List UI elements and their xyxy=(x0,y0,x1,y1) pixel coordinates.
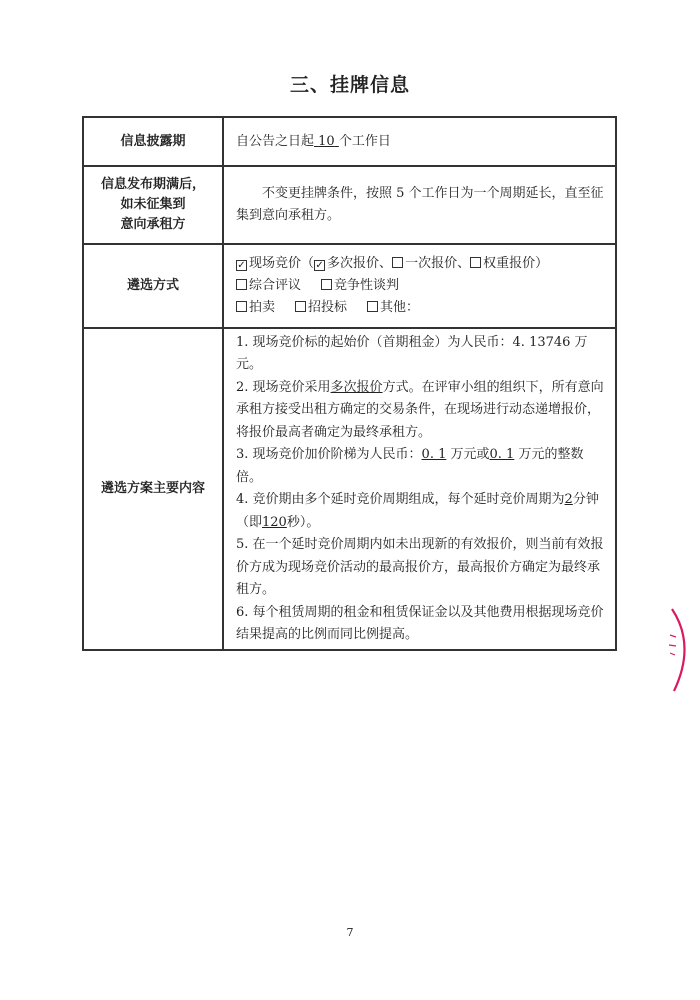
expiry-text: 不变更挂牌条件，按照 5 个工作日为一个周期延长，直至征集到意向承租方。 xyxy=(236,186,604,223)
option-comprehensive-review[interactable]: 综合评议 xyxy=(236,275,301,297)
listing-info-table xyxy=(82,116,617,651)
plan-item-3: 3. 现场竞价加价阶梯为人民币：0. 1 万元或0. 1 万元的整数倍。 xyxy=(236,447,584,485)
disclosure-days: 10 xyxy=(318,133,335,149)
method-line-2 xyxy=(236,275,605,297)
disclosure-value xyxy=(223,117,616,166)
plan-item-2: 2. 现场竞价采用多次报价方式。在评审小组的组织下，所有意向承租方接受出租方确定的交易条件，在现场进行动态递增报价，将报价最高者确定为最终承租方。 xyxy=(236,379,604,440)
checkbox-icon[interactable] xyxy=(470,257,481,268)
option-tender[interactable]: 招投标 xyxy=(295,297,347,319)
option-weighted-quote[interactable]: 权重报价） xyxy=(470,253,548,275)
option-multiple-quotes[interactable]: ✓ 多次报价、 xyxy=(315,256,393,271)
table-row-disclosure xyxy=(83,117,616,166)
option-competitive-negotiation[interactable]: 竞争性谈判 xyxy=(321,275,399,297)
plan-item-6: 6. 每个租赁周期的租金和租赁保证金以及其他费用根据现场竞价结果提高的比例而同比例提高。 xyxy=(236,604,604,642)
disclosure-prefix: 自公告之日起 xyxy=(236,133,315,149)
table-row-method xyxy=(83,244,616,328)
option-auction[interactable]: 拍卖 xyxy=(236,297,275,319)
page-number: 7 xyxy=(346,926,354,939)
plan-label: 遴选方案主要内容 xyxy=(83,328,223,650)
page-title: 三、挂牌信息 xyxy=(289,74,410,96)
disclosure-label: 信息披露期 xyxy=(83,117,223,166)
option-onsite-bidding[interactable]: ✓ 现场竞价（ xyxy=(237,256,315,271)
plan-content xyxy=(223,328,616,650)
plan-item-5: 5. 在一个延时竞价周期内如未出现新的有效报价，则当前有效报价方成为现场竞价活动的最高报价方，最高报价方确定为最终承租方。 xyxy=(236,537,604,597)
option-single-quote[interactable]: 一次报价、 xyxy=(392,253,470,275)
option-other[interactable]: 其他： xyxy=(367,297,419,319)
checkbox-icon[interactable] xyxy=(295,301,306,312)
expiry-label-line-3: 意向承租方 xyxy=(120,217,186,232)
expiry-label-line-1: 信息发布期满后， xyxy=(100,177,205,192)
checkbox-icon[interactable] xyxy=(236,301,247,312)
checkbox-icon[interactable] xyxy=(321,279,332,290)
expiry-label-line-2: 如未征集到 xyxy=(120,197,186,212)
checkbox-checked-icon[interactable]: ✓ xyxy=(315,260,324,271)
plan-item-1: 1. 现场竞价标的起始价（首期租金）为人民币：4. 13746 万元。 xyxy=(236,334,588,372)
method-line-3 xyxy=(236,297,605,319)
table-row-expiry xyxy=(83,166,616,244)
expiry-value xyxy=(223,166,616,244)
checkbox-checked-icon[interactable]: ✓ xyxy=(237,260,246,271)
checkbox-icon[interactable] xyxy=(392,257,403,268)
table-row-plan xyxy=(83,328,616,650)
expiry-label xyxy=(83,166,223,244)
checkbox-icon[interactable] xyxy=(236,279,247,290)
seal-stamp-mark xyxy=(650,605,700,695)
disclosure-suffix: 个工作日 xyxy=(338,133,391,149)
method-options xyxy=(223,244,616,328)
method-label: 遴选方式 xyxy=(83,244,223,328)
checkbox-icon[interactable] xyxy=(367,301,378,312)
method-line-1 xyxy=(236,253,605,275)
plan-item-4: 4. 竞价期由多个延时竞价周期组成，每个延时竞价周期为2分钟（即120秒）。 xyxy=(236,492,599,530)
